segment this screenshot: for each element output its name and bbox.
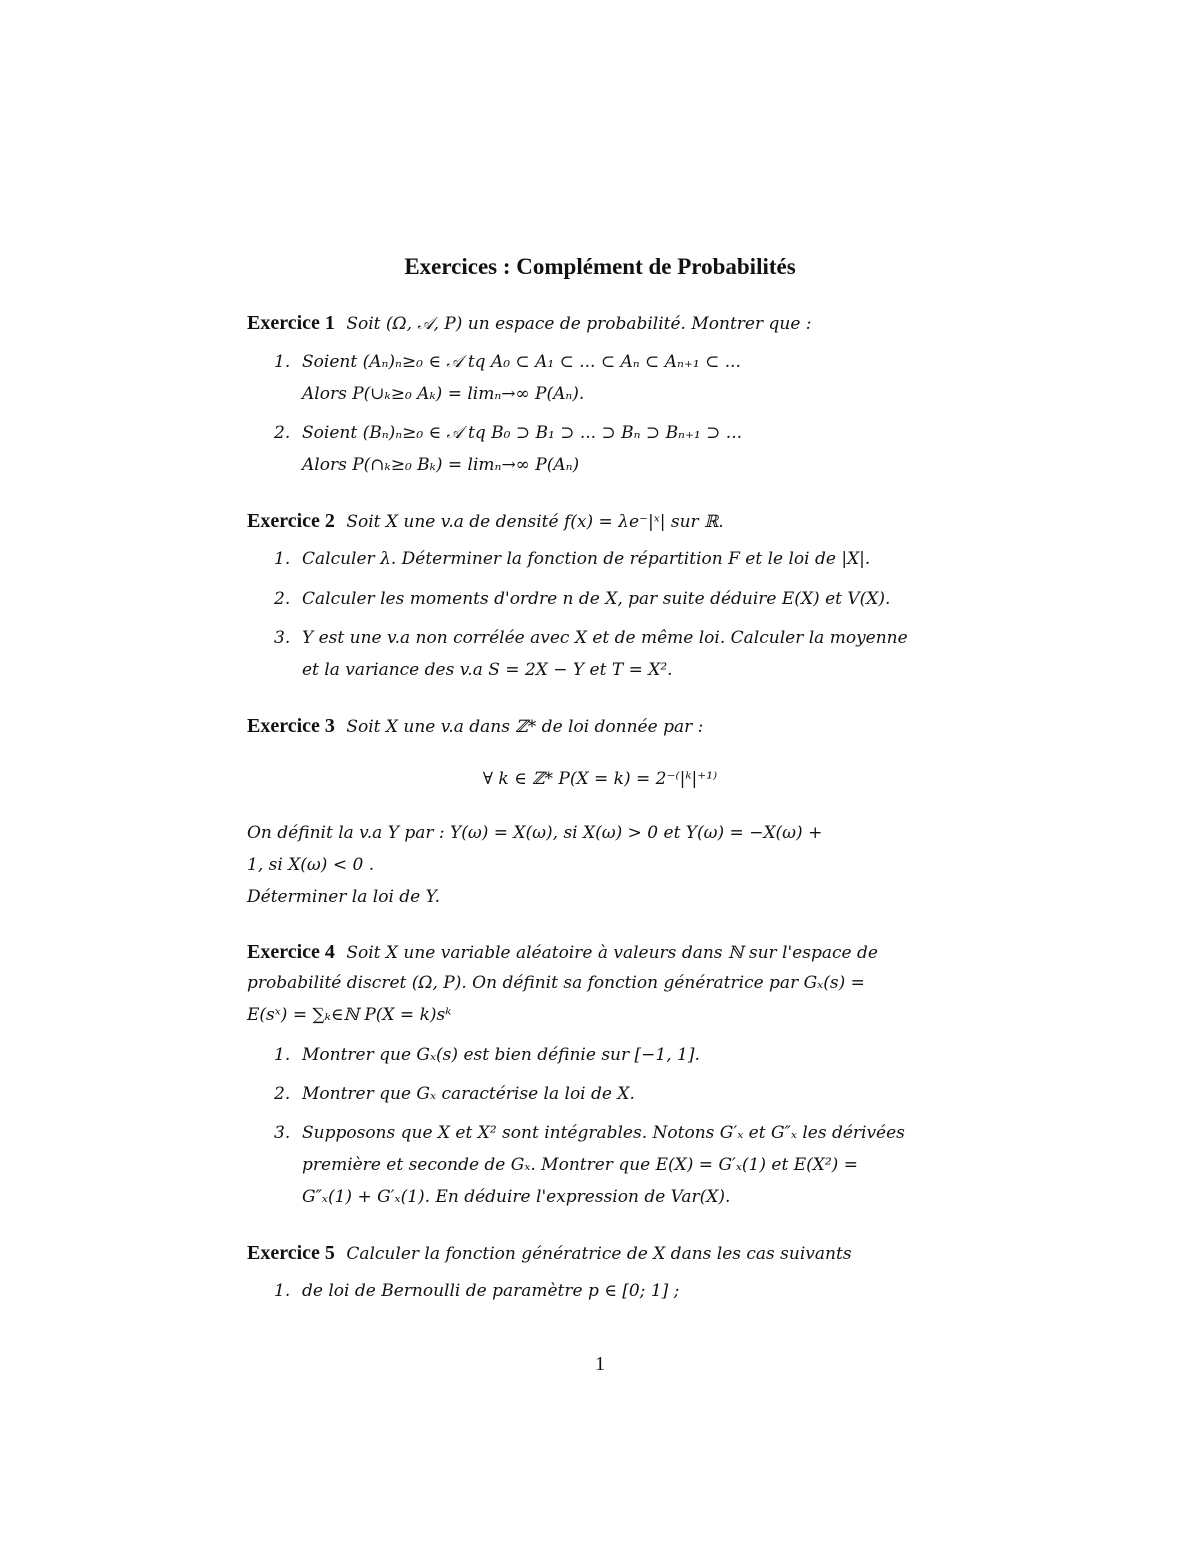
exercise-2-item-1-num: 1. [274, 549, 291, 569]
exercise-4-label: Exercice 4 [247, 941, 335, 963]
exercise-3-line-3: Déterminer la loi de Y. [247, 887, 441, 907]
exercise-4-item-3-line-3: G″ₓ(1) + G′ₓ(1). En déduire l'expression de Var(X). [302, 1187, 731, 1207]
exercise-2-item-2-line-1: Calculer les moments d'ordre n de X, par suite déduire E(X) et V(X). [302, 589, 891, 609]
exercise-2-item-3-num: 3. [274, 628, 291, 648]
exercise-4-item-3-num: 3. [274, 1123, 291, 1143]
exercise-3 [247, 715, 957, 738]
exercise-4-intro: Soit X une variable aléatoire à valeurs dans ℕ sur l'espace de [346, 943, 878, 963]
exercise-1-intro: Soit (Ω, 𝒜, P) un espace de probabilité. Montrer que : [346, 314, 812, 334]
exercise-1-item-2-num: 2. [274, 423, 291, 443]
exercise-5-item-1-num: 1. [274, 1281, 291, 1301]
exercise-4-line-3: E(sˣ) = ∑ₖ∈ℕ P(X = k)sᵏ [247, 1005, 452, 1025]
exercise-4-item-2-num: 2. [274, 1084, 291, 1104]
exercise-3-label: Exercice 3 [247, 715, 335, 737]
exercise-2-item-1-line-1: Calculer λ. Déterminer la fonction de répartition F et le loi de |X|. [302, 549, 871, 569]
exercise-4-line-2: probabilité discret (Ω, P). On définit sa fonction génératrice par Gₓ(s) = [247, 973, 865, 993]
exercise-3-line-1: On définit la v.a Y par : Y(ω) = X(ω), si X(ω) > 0 et Y(ω) = −X(ω) + [247, 823, 823, 843]
exercise-5-item-1-line-1: de loi de Bernoulli de paramètre p ∈ [0; 1] ; [302, 1281, 680, 1301]
exercise-4-item-3-line-2: première et seconde de Gₓ. Montrer que E(X) = G′ₓ(1) et E(X²) = [302, 1155, 858, 1175]
exercise-1-label: Exercice 1 [247, 312, 335, 334]
exercise-2-item-3-line-1: Y est une v.a non corrélée avec X et de même loi. Calculer la moyenne [302, 628, 908, 648]
page-number: 1 [595, 1353, 605, 1375]
exercise-2-item-3-line-2: et la variance des v.a S = 2X − Y et T = X². [302, 660, 673, 680]
exercise-4-item-3-line-1: Supposons que X et X² sont intégrables. Notons G′ₓ et G″ₓ les dérivées [302, 1123, 905, 1143]
exercise-2-label: Exercice 2 [247, 510, 335, 532]
exercise-5-intro: Calculer la fonction génératrice de X dans les cas suivants [346, 1244, 852, 1264]
exercise-1-item-2-line-2: Alors P(∩ₖ≥₀ Bₖ) = limₙ→∞ P(Aₙ) [302, 455, 580, 475]
exercise-1 [247, 312, 957, 335]
exercise-1-item-2-line-1: Soient (Bₙ)ₙ≥₀ ∈ 𝒜 tq B₀ ⊃ B₁ ⊃ ... ⊃ Bₙ ⊃ Bₙ₊₁ ⊃ ... [302, 423, 743, 443]
exercise-2-item-2-num: 2. [274, 589, 291, 609]
exercise-4-item-1-line-1: Montrer que Gₓ(s) est bien définie sur [−1, 1]. [302, 1045, 700, 1065]
exercise-5 [247, 1242, 957, 1265]
exercise-2-intro: Soit X une v.a de densité f(x) = λe⁻|ˣ| sur ℝ. [346, 512, 724, 532]
page-title: Exercices : Complément de Probabilités [404, 254, 796, 279]
exercise-4-item-1-num: 1. [274, 1045, 291, 1065]
exercise-3-intro: Soit X une v.a dans ℤ* de loi donnée par : [346, 717, 704, 737]
exercise-2 [247, 510, 957, 533]
exercise-3-formula: ∀ k ∈ ℤ* P(X = k) = 2⁻⁽|ᵏ|⁺¹⁾ [482, 769, 718, 789]
exercise-5-label: Exercice 5 [247, 1242, 335, 1264]
exercise-3-line-2: 1, si X(ω) < 0 . [247, 855, 375, 875]
exercise-1-item-1-line-2: Alors P(∪ₖ≥₀ Aₖ) = limₙ→∞ P(Aₙ). [302, 384, 585, 404]
exercise-1-item-1-num: 1. [274, 352, 291, 372]
exercise-1-item-1-line-1: Soient (Aₙ)ₙ≥₀ ∈ 𝒜 tq A₀ ⊂ A₁ ⊂ ... ⊂ Aₙ ⊂ Aₙ₊₁ ⊂ ... [302, 352, 741, 372]
exercise-4 [247, 941, 957, 964]
exercise-4-item-2-line-1: Montrer que Gₓ caractérise la loi de X. [302, 1084, 635, 1104]
